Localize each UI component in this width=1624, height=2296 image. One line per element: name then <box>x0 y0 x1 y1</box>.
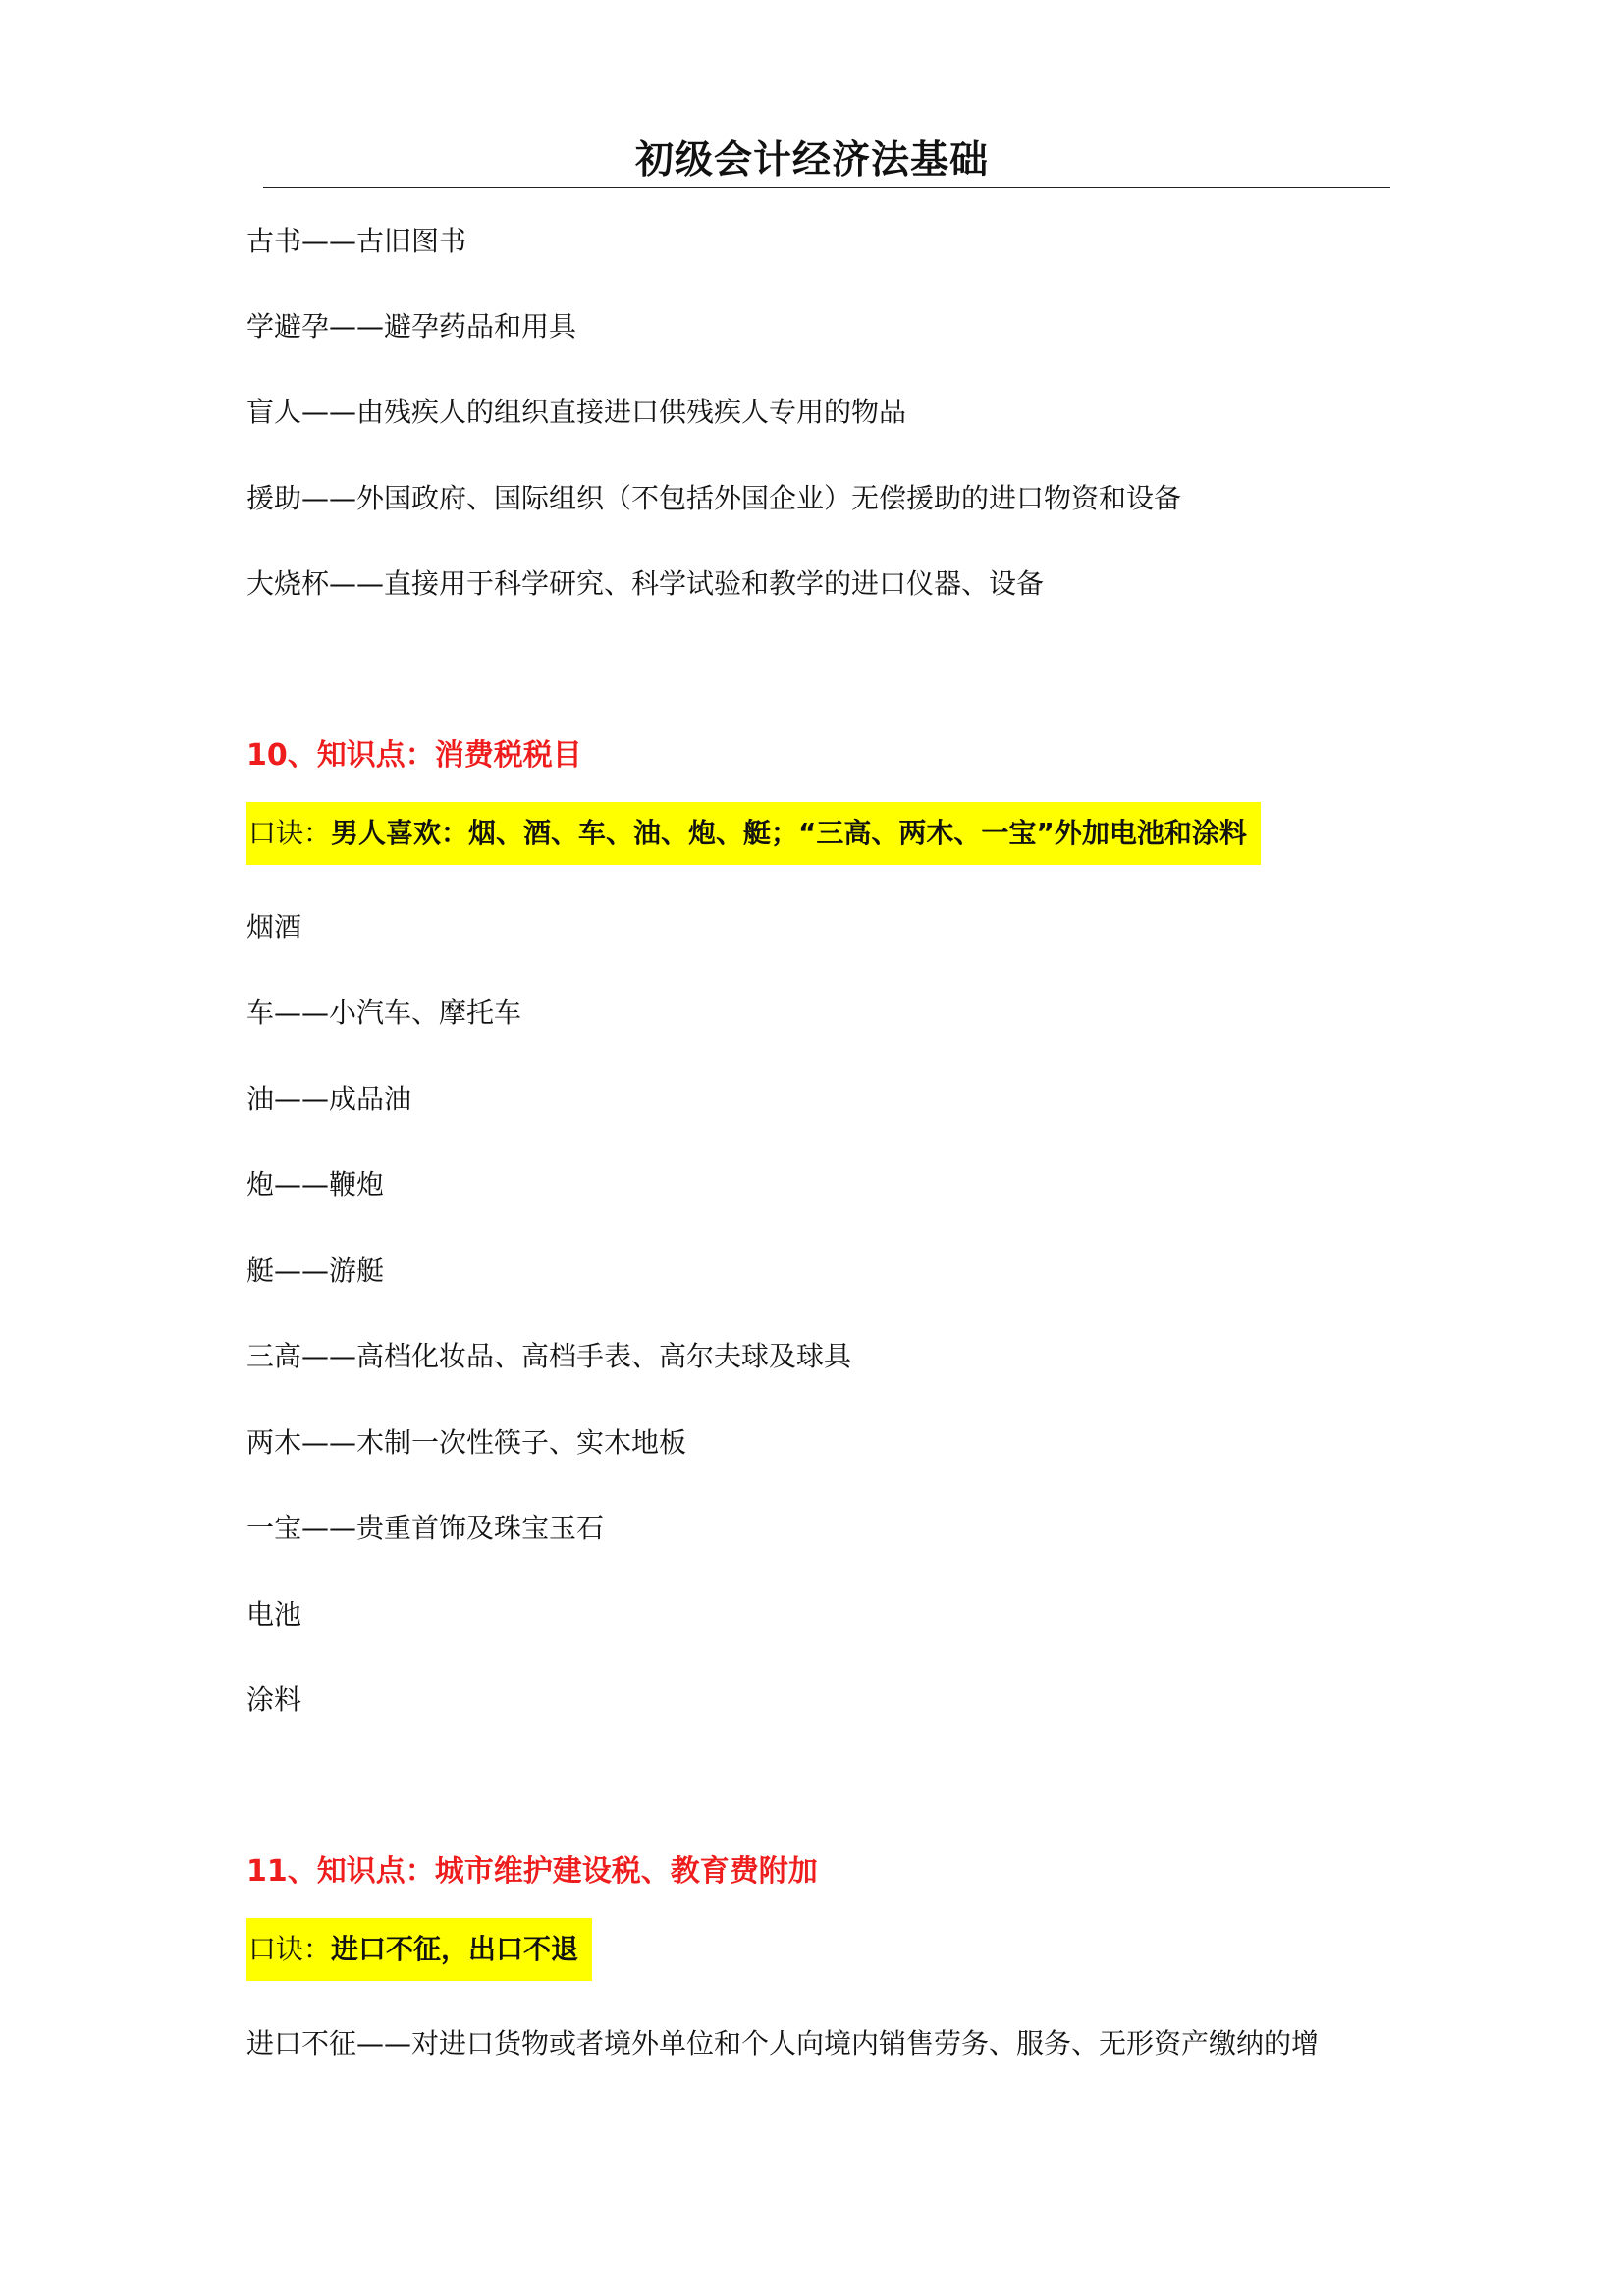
page-title: 初级会计经济法基础 <box>634 138 989 183</box>
list-item: 炮——鞭炮 <box>246 1168 385 1201</box>
list-item: 古书——古旧图书 <box>246 225 467 257</box>
mnemonic-text: 男人喜欢：烟、酒、车、油、炮、艇；“三高、两木、一宝”外加电池和涂料 <box>331 817 1247 849</box>
list-item: 艇——游艇 <box>246 1255 385 1287</box>
header-divider <box>263 187 1390 188</box>
mnemonic-10 <box>246 802 1261 865</box>
list-item: 两木——木制一次性筷子、实木地板 <box>246 1426 687 1459</box>
list-item: 学避孕——避孕药品和用具 <box>246 310 577 343</box>
section-heading-10: 10、知识点：消费税税目 <box>246 738 582 773</box>
list-item: 烟酒 <box>246 911 302 943</box>
list-item: 盲人——由残疾人的组织直接进口供残疾人专用的物品 <box>246 396 907 428</box>
mnemonic-text: 进口不征，出口不退 <box>331 1933 579 1965</box>
list-item: 电池 <box>246 1598 302 1630</box>
mnemonic-11 <box>246 1918 592 1981</box>
list-item: 援助——外国政府、国际组织（不包括外国企业）无偿援助的进口物资和设备 <box>246 482 1182 514</box>
list-item: 进口不征——对进口货物或者境外单位和个人向境内销售劳务、服务、无形资产缴纳的增 <box>246 2027 1320 2059</box>
mnemonic-label: 口诀： <box>248 817 332 849</box>
list-item: 车——小汽车、摩托车 <box>246 996 522 1029</box>
mnemonic-label: 口诀： <box>248 1933 332 1965</box>
list-item: 涂料 <box>246 1683 302 1716</box>
list-item: 油——成品油 <box>246 1083 412 1115</box>
list-item: 一宝——贵重首饰及珠宝玉石 <box>246 1512 605 1544</box>
section-heading-11: 11、知识点：城市维护建设税、教育费附加 <box>246 1854 818 1889</box>
list-item: 大烧杯——直接用于科学研究、科学试验和教学的进口仪器、设备 <box>246 567 1045 600</box>
list-item: 三高——高档化妆品、高档手表、高尔夫球及球具 <box>246 1340 852 1372</box>
